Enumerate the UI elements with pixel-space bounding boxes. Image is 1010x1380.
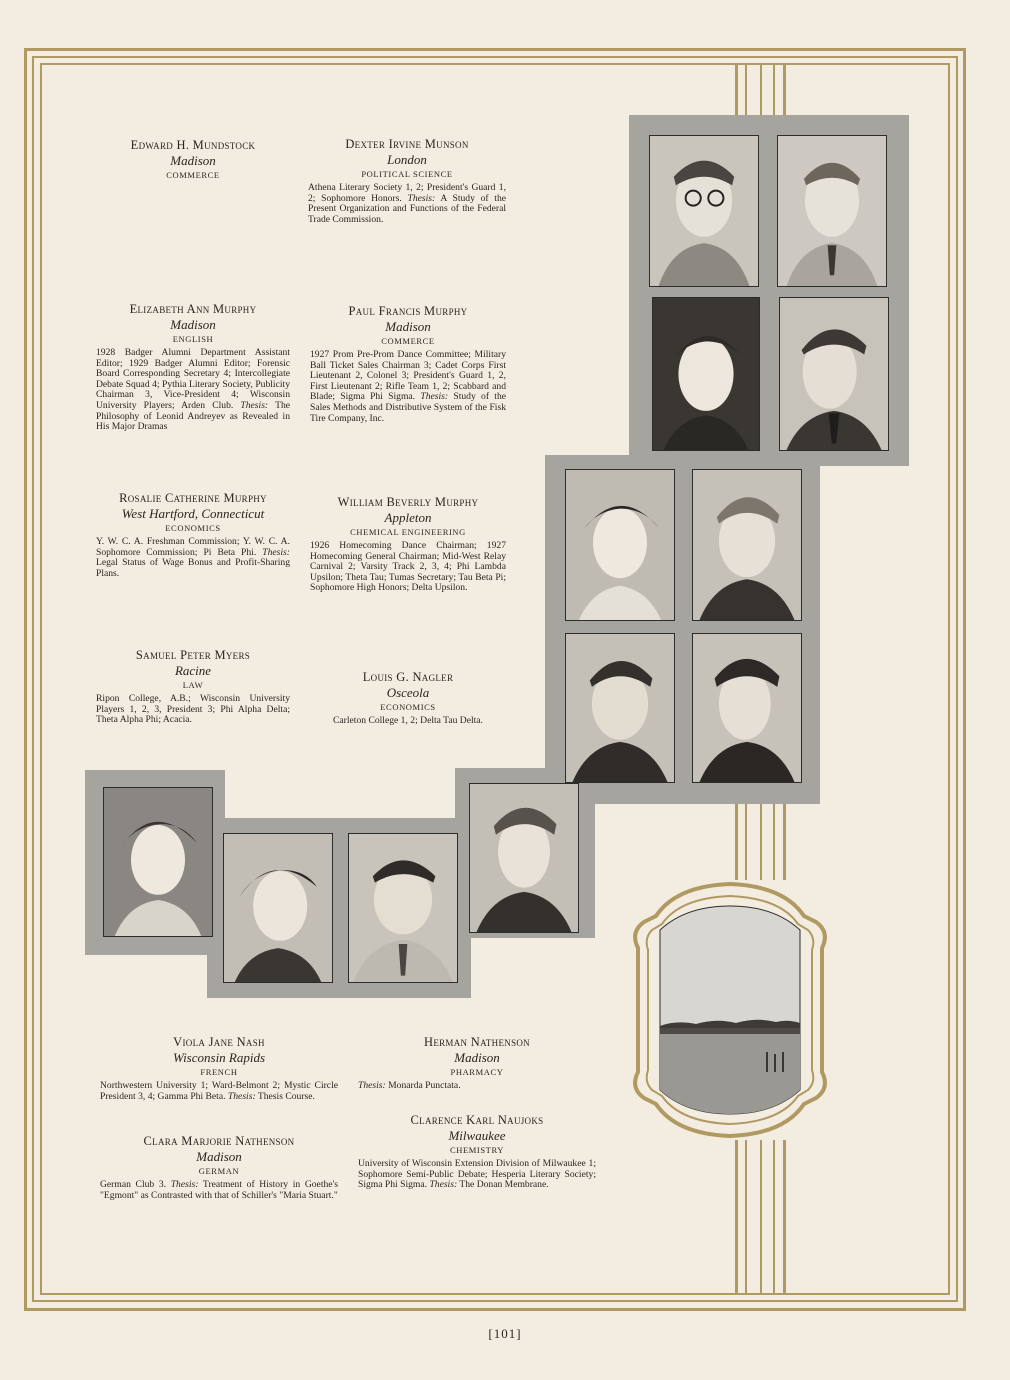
- department: CHEMICAL ENGINEERING: [350, 527, 466, 537]
- student-name: Dexter Irvine Munson: [345, 137, 469, 151]
- entry-herman-nathenson: [358, 1035, 596, 1092]
- entry-mundstock: [96, 138, 290, 182]
- student-name: Clara Marjorie Nathenson: [143, 1134, 295, 1148]
- hometown: Racine: [174, 663, 212, 678]
- portrait-photo: [692, 469, 802, 621]
- student-name: Samuel Peter Myers: [135, 648, 251, 662]
- student-name: Paul Francis Murphy: [348, 304, 468, 318]
- department: GERMAN: [198, 1166, 240, 1176]
- hometown: London: [387, 152, 427, 167]
- portrait-photo: [779, 297, 889, 451]
- activities: 1926 Homecoming Dance Chairman; 1927 Homecoming General Chairman; Mid-West Relay Carnival 2; Varsity Track 2, 3, 4; Phi Lambda Upsilon; Theta Tau; Tumas Secretary; Tau Beta Pi; Sophomore High Honors; Delta Upsilon.: [310, 540, 506, 594]
- student-name: Clarence Karl Naujoks: [410, 1113, 544, 1127]
- student-name: Herman Nathenson: [424, 1035, 530, 1049]
- hometown: Madison: [170, 317, 216, 332]
- entry-paul-murphy: [310, 304, 506, 424]
- portrait-photo: [103, 787, 213, 937]
- department: PHARMACY: [450, 1067, 504, 1077]
- department: ECONOMICS: [165, 523, 221, 533]
- entry-naujoks: [358, 1113, 596, 1191]
- student-name: William Beverly Murphy: [337, 495, 479, 509]
- hometown: Madison: [385, 319, 431, 334]
- cartouche-frame: [616, 876, 844, 1144]
- activities: Northwestern University 1; Ward-Belmont 2; Mystic Circle President 3, 4; Gamma Phi Beta. Thesis: Thesis Course.: [100, 1080, 338, 1102]
- portrait-photo: [652, 297, 760, 451]
- student-name: Viola Jane Nash: [173, 1035, 265, 1049]
- entry-nagler: [310, 670, 506, 727]
- student-name: Elizabeth Ann Murphy: [129, 302, 257, 316]
- lake-vignette: [616, 876, 844, 1144]
- portrait-photo: [565, 633, 675, 783]
- hometown: Wisconsin Rapids: [172, 1050, 266, 1065]
- portrait-photo: [649, 135, 759, 287]
- hometown: Madison: [170, 153, 216, 168]
- department: ECONOMICS: [380, 702, 436, 712]
- activities: German Club 3. Thesis: Treatment of History in Goethe's "Egmont" as Contrasted with that of Schiller's "Maria Stuart.": [100, 1179, 338, 1201]
- entry-nash: [100, 1035, 338, 1102]
- activities: Ripon College, A.B.; Wisconsin University Players 1, 2, 3, President 3; Phi Alpha Delta; Theta Alpha Phi; Acacia.: [96, 693, 290, 726]
- department: FRENCH: [200, 1067, 238, 1077]
- entry-clara-nathenson: [100, 1134, 338, 1201]
- activities: 1928 Badger Alumni Department Assistant Editor; 1929 Badger Alumni Editor; Forensic Board Corresponding Secretary 4; Intercollegiate Debate Squad 4; Pythia Literary Society, Publicity Chairman 3, Vice-President 4; Wisconsin University Players; Arden Club. Thesis: The Philosophy of Leonid Andreyev as Revealed in His Major Dramas: [96, 347, 290, 433]
- department: COMMERCE: [381, 336, 435, 346]
- entry-elizabeth-murphy: [96, 302, 290, 433]
- hometown: Appleton: [384, 510, 432, 525]
- hometown: Madison: [454, 1050, 500, 1065]
- activities: Athena Literary Society 1, 2; President's Guard 1, 2; Sophomore Honors. Thesis: A Study of the Present Organization and Functions of the Federal Trade Commission.: [308, 182, 507, 225]
- entry-myers: [96, 648, 290, 726]
- page-number: [101]: [488, 1326, 522, 1341]
- entry-rosalie-murphy: [96, 491, 290, 579]
- department: COMMERCE: [166, 170, 220, 180]
- entry-munson: [308, 137, 506, 225]
- department: LAW: [182, 680, 204, 690]
- portrait-photo: [348, 833, 458, 983]
- portrait-photo: [469, 783, 579, 933]
- student-name: Louis G. Nagler: [362, 670, 454, 684]
- department: POLITICAL SCIENCE: [361, 169, 453, 179]
- activities: Y. W. C. A. Freshman Commission; Y. W. C. A. Sophomore Commission; Pi Beta Phi. Thesis: Legal Status of Wage Bonus and Profit-Sharing Plans.: [96, 536, 290, 579]
- activities: University of Wisconsin Extension Division of Milwaukee 1; Sophomore Semi-Public Debate; Hesperia Literary Society; Sigma Phi Sigma. Thesis: The Donan Membrane.: [358, 1158, 596, 1191]
- student-name: Rosalie Catherine Murphy: [119, 491, 267, 505]
- activities: Carleton College 1, 2; Delta Tau Delta.: [333, 715, 483, 726]
- hometown: Madison: [196, 1149, 242, 1164]
- portrait-photo: [223, 833, 333, 983]
- hometown: West Hartford, Connecticut: [121, 506, 265, 521]
- portrait-photo: [565, 469, 675, 621]
- hometown: Osceola: [386, 685, 430, 700]
- student-name: Edward H. Mundstock: [130, 138, 256, 152]
- entry-william-murphy: [310, 495, 506, 594]
- activities: 1927 Prom Pre-Prom Dance Committee; Military Ball Ticket Sales Chairman 3; Cadet Corps First Lieutenant 2, Colonel 3; President's Guard 1, 2, First Lieutenant 2; Rifle Team 1, 2; Scabbard and Blade; Sigma Phi Sigma. Thesis: Study of the Sales Methods and Distributive System of the Fisk Tire Company, Inc.: [310, 349, 506, 424]
- portrait-photo: [777, 135, 887, 287]
- portrait-photo: [692, 633, 802, 783]
- hometown: Milwaukee: [448, 1128, 506, 1143]
- activities: Thesis: Monarda Punctata.: [358, 1080, 461, 1091]
- department: CHEMISTRY: [449, 1145, 505, 1155]
- department: ENGLISH: [172, 334, 214, 344]
